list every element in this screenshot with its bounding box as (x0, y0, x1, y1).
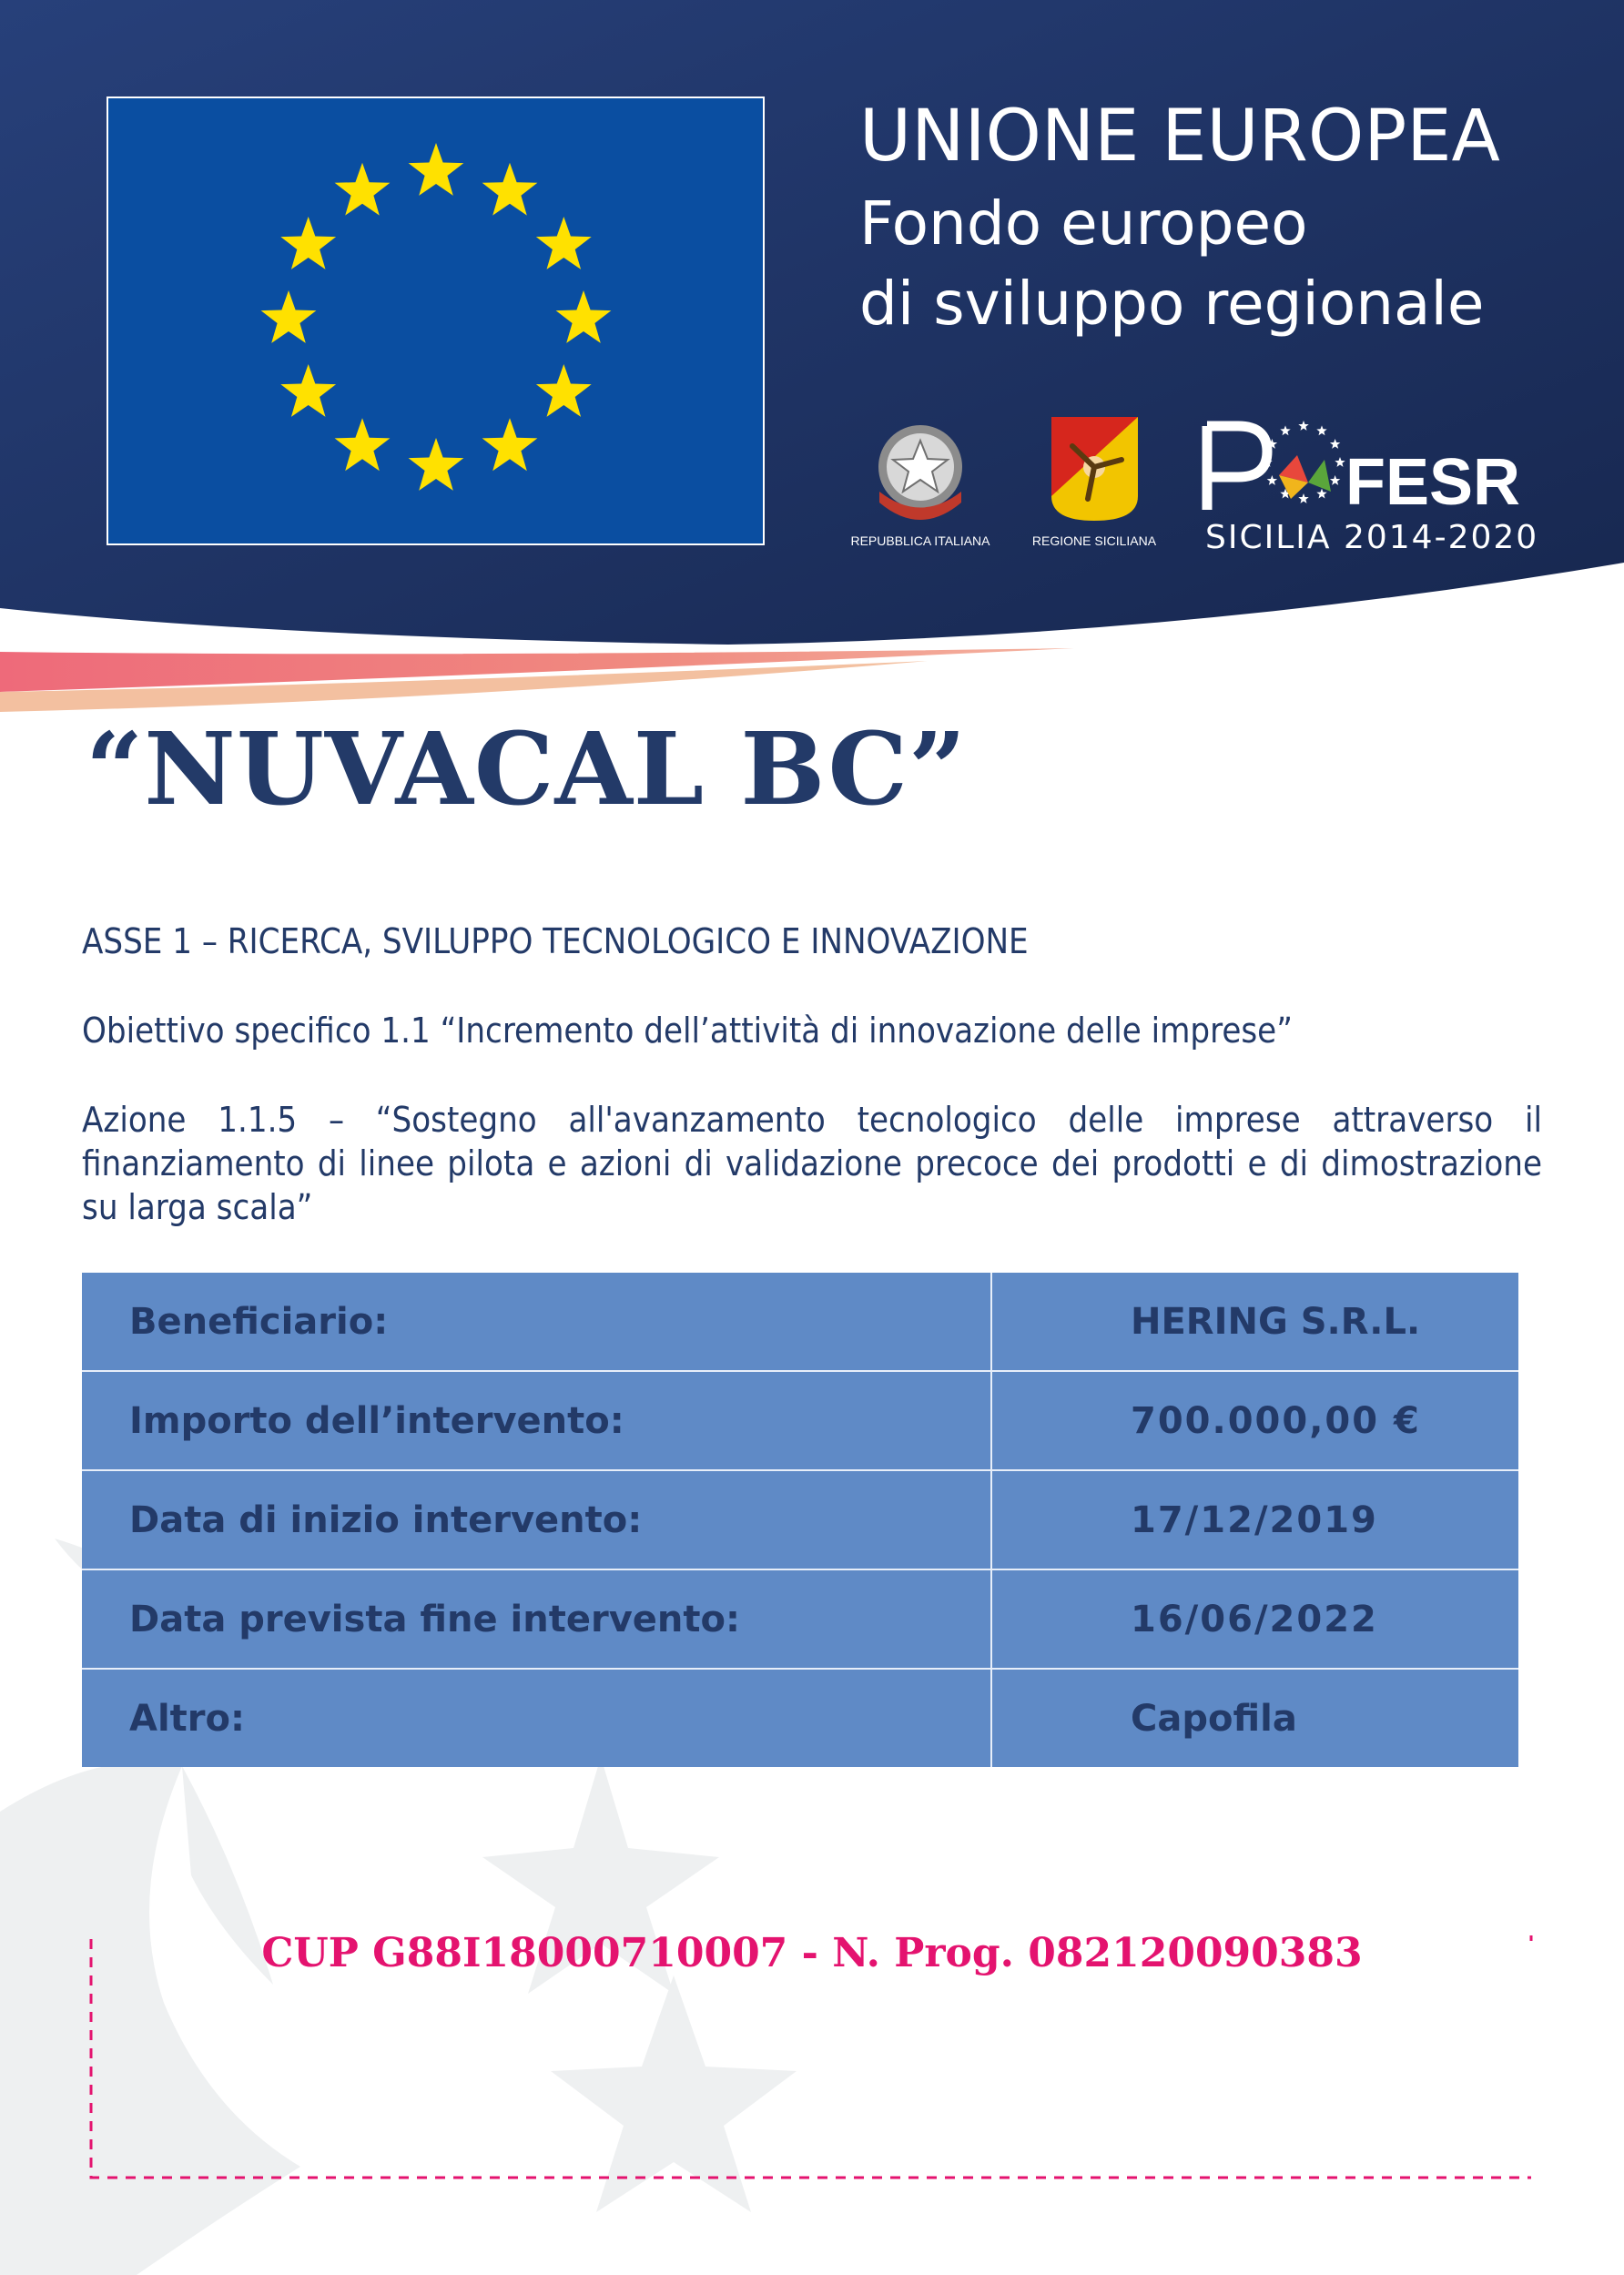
row-label-data-inizio: Data di inizio intervento: (82, 1470, 991, 1569)
eu-flag (107, 97, 764, 544)
row-label-data-fine: Data prevista fine intervento: (82, 1569, 991, 1669)
regione-caption: REGIONE SICILIANA (1031, 533, 1157, 548)
row-label-importo: Importo dell’intervento: (82, 1371, 991, 1470)
project-details-table (82, 1273, 1518, 1767)
repubblica-emblem (878, 425, 962, 520)
repubblica-caption: REPUBBLICA ITALIANA (850, 533, 990, 548)
azione-text: Azione 1.1.5 – “Sostegno all'avanzamento tecnologico delle imprese attraverso il finanziamento di linee pilota e azioni di validazione precoce dei prodotti e di dimostrazione su larga scala” (82, 1100, 1542, 1227)
fesr-label: FESR (1345, 446, 1521, 519)
row-value-importo: 700.000,00 € (991, 1371, 1518, 1470)
row-label-altro: Altro: (82, 1669, 991, 1767)
asse-text: ASSE 1 – RICERCA, SVILUPPO TECNOLOGICO E INNOVAZIONE (82, 921, 1029, 961)
table-row (82, 1470, 1518, 1569)
row-value-beneficiario: HERING S.R.L. (991, 1273, 1518, 1371)
row-value-altro: Capofila (991, 1669, 1518, 1767)
header-subtitle-line2: di sviluppo regionale (859, 269, 1485, 339)
table-row (82, 1371, 1518, 1470)
row-value-data-inizio: 17/12/2019 (991, 1470, 1518, 1569)
cup-code: CUP G88I18000710007 - N. Prog. 082120090383 (261, 1930, 1363, 1976)
regione-siciliana-emblem (1051, 417, 1138, 521)
header-subtitle-line1: Fondo europeo (859, 188, 1308, 259)
table-row (82, 1669, 1518, 1767)
header-title: UNIONE EUROPEA (859, 96, 1500, 178)
row-value-data-fine: 16/06/2022 (991, 1569, 1518, 1669)
row-label-beneficiario: Beneficiario: (82, 1273, 991, 1371)
project-title: “NUVACAL BC” (86, 710, 968, 828)
fesr-sicilia-label: SICILIA 2014-2020 (1205, 519, 1539, 556)
obiettivo-text: Obiettivo specifico 1.1 “Incremento dell’attività di innovazione delle imprese” (82, 1011, 1293, 1051)
table-row (82, 1273, 1518, 1371)
table-row (82, 1569, 1518, 1669)
